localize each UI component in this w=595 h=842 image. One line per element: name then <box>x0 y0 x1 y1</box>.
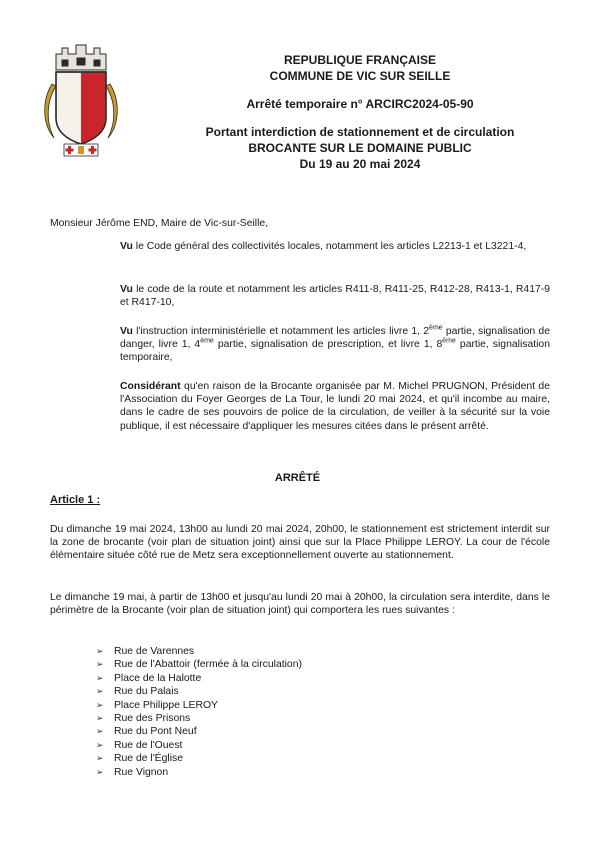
considerant-clause: Considérant qu'en raison de la Brocante organisée par M. Michel PRUGNON, Président de l'Association du Foyer Georges de La Tour, le lundi 20 mai 2024, et qu'il incombe au maire, dans le cadre de ses pouvoirs de police de la circulation, de veiller à la sécurité sur la voie publique, il est nécessaire d'appliquer les mesures citées dans le présent arrêté. <box>120 381 550 432</box>
considerant-keyword: Considérant <box>120 381 181 392</box>
article-1-traffic-paragraph: Le dimanche 19 mai, à partir de 13h00 et jusqu'au lundi 20 mai à 20h00, la circulation sera interdite, dans le périmètre de la Brocante (voir plan de situation joint) qui comportera les rues suivantes : <box>50 592 550 617</box>
arrow-bullet-icon: ➢ <box>96 712 104 723</box>
town-coat-of-arms-icon <box>38 40 124 160</box>
mayor-intro: Monsieur Jérôme END, Maire de Vic-sur-Seille, <box>50 218 269 229</box>
list-item: ➢ Rue de l'Église <box>96 753 183 765</box>
vu-keyword: Vu <box>120 241 133 252</box>
date-range: Du 19 au 20 mai 2024 <box>299 157 421 171</box>
republic-title: REPUBLIQUE FRANÇAISE <box>283 53 436 67</box>
arrow-bullet-icon: ➢ <box>96 766 104 777</box>
list-item: ➢ Rue des Prisons <box>96 712 191 724</box>
list-item: ➢ Place Philippe LEROY <box>96 699 218 711</box>
arrow-bullet-icon: ➢ <box>96 726 104 737</box>
arrow-bullet-icon: ➢ <box>96 646 104 656</box>
article-1-parking-paragraph: Du dimanche 19 mai 2024, 13h00 au lundi 20 mai 2024, 20h00, le stationnement est strictement interdit sur la zone de brocante (voir plan de situation joint) ainsi que sur la Place Philippe LEROY. La cour de l'école élémentaire située côté rue de Metz sera exceptionnellement ouverte au stationnement. <box>50 524 550 562</box>
arrow-bullet-icon: ➢ <box>96 672 104 683</box>
arrow-bullet-icon: ➢ <box>96 739 104 750</box>
arrow-bullet-icon: ➢ <box>96 699 104 710</box>
arrow-bullet-icon: ➢ <box>96 659 104 670</box>
vu-code-route-clause: Vu le code de la route et notamment les articles R411-8, R411-25, R412-28, R413-1, R417-9 et R417-10, <box>120 284 550 309</box>
list-item: ➢ Rue du Pont Neuf <box>96 726 197 738</box>
subject-line-1: Portant interdiction de stationnement et de circulation <box>205 125 515 139</box>
list-item: ➢ Rue du Palais <box>96 686 179 698</box>
commune-title: COMMUNE DE VIC SUR SEILLE <box>269 69 451 83</box>
arrete-heading: ARRÊTÉ <box>274 472 321 484</box>
list-item: ➢ Rue Vignon <box>96 766 169 778</box>
list-item: ➢ Rue de Varennes <box>96 646 195 657</box>
vu-cgcl-clause: Vu le Code général des collectivités locales, notamment les articles L2213-1 et L3221-4, <box>120 241 527 252</box>
subject-line-2: BROCANTE SUR LE DOMAINE PUBLIC <box>248 141 472 155</box>
list-item: ➢ Rue de l'Abattoir (fermée à la circulation) <box>96 659 302 671</box>
list-item: ➢ Rue de l'Ouest <box>96 739 183 751</box>
arrow-bullet-icon: ➢ <box>96 753 104 764</box>
list-item: ➢ Place de la Halotte <box>96 672 202 684</box>
arrow-bullet-icon: ➢ <box>96 686 104 697</box>
vu-keyword: Vu <box>120 326 133 337</box>
article-1-heading: Article 1 : <box>50 494 101 506</box>
street-list <box>96 645 302 779</box>
vu-keyword: Vu <box>120 284 133 295</box>
vu-instruction-clause: Vu l'instruction interministérielle et notamment les articles livre 1, 2ème partie, signalisation de danger, livre 1, 4ème partie, signalisation de prescription, et livre 1, 8ème partie, signalisation temporaire, <box>120 324 550 364</box>
arrete-number: Arrêté temporaire n° ARCIRC2024-05-90 <box>246 97 474 111</box>
document-header <box>160 52 560 172</box>
